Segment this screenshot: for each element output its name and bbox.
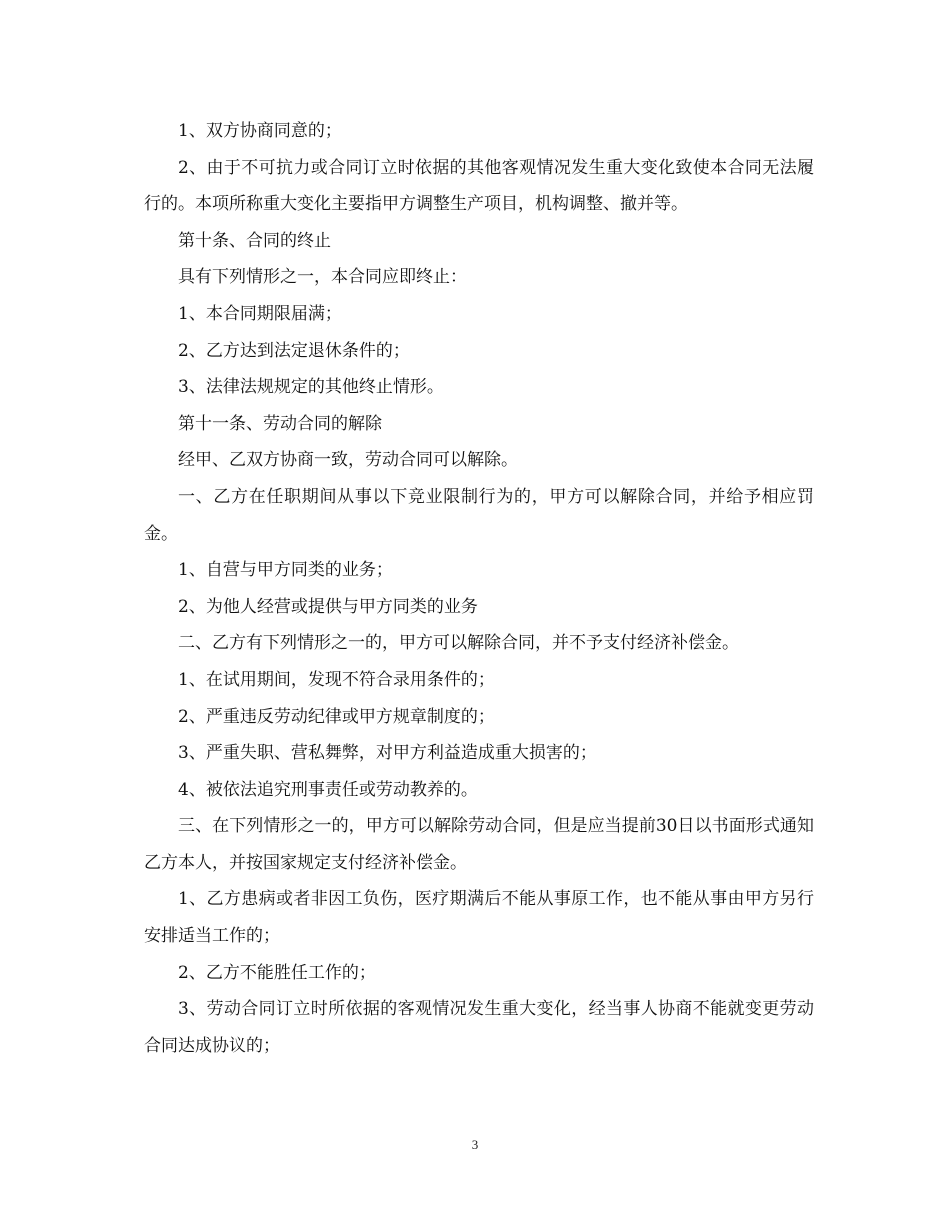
paragraph: 1、本合同期限届满；	[178, 303, 342, 324]
paragraph: 2、严重违反劳动纪律或甲方规章制度的；	[178, 706, 495, 727]
paragraph: 2、为他人经营或提供与甲方同类的业务	[178, 596, 478, 617]
section-heading: 第十一条、劳动合同的解除	[178, 413, 382, 434]
paragraph: 经甲、乙双方协商一致，劳动合同可以解除。	[178, 450, 518, 471]
paragraph: 三、在下列情形之一的，甲方可以解除劳动合同，但是应当提前30日以书面形式通知乙方本人，并按国家规定支付经济补偿金。	[144, 816, 814, 873]
paragraph: 具有下列情形之一，本合同应即终止：	[178, 267, 467, 288]
paragraph: 1、乙方患病或者非因工负伤，医疗期满后不能从事原工作，也不能从事由甲方另行安排适当工作的；	[144, 889, 814, 947]
paragraph: 3、严重失职、营私舞弊，对甲方利益造成重大损害的；	[178, 743, 597, 764]
document-body	[144, 113, 814, 1064]
page-number: 3	[471, 1137, 479, 1152]
paragraph: 1、自营与甲方同类的业务；	[178, 560, 393, 581]
paragraph: 2、乙方达到法定退休条件的；	[178, 340, 410, 361]
paragraph: 1、双方协商同意的；	[178, 121, 342, 141]
paragraph: 1、在试用期间，发现不符合录用条件的；	[178, 669, 495, 690]
paragraph: 3、法律法规规定的其他终止情形。	[178, 377, 444, 398]
paragraph: 2、乙方不能胜任工作的；	[178, 962, 376, 983]
paragraph: 3、劳动合同订立时所依据的客观情况发生重大变化，经当事人协商不能就变更劳动合同达成协议的；	[144, 999, 814, 1056]
paragraph: 二、乙方有下列情形之一的，甲方可以解除合同，并不予支付经济补偿金。	[178, 633, 739, 654]
paragraph: 2、由于不可抗力或合同订立时依据的其他客观情况发生重大变化致使本合同无法履行的。本项所称重大变化主要指甲方调整生产项目，机构调整、撤并等。	[144, 157, 814, 215]
paragraph: 一、乙方在任职期间从事以下竞业限制行为的，甲方可以解除合同，并给予相应罚金。	[144, 486, 814, 544]
paragraph: 4、被依法追究刑事责任或劳动教养的。	[178, 779, 478, 800]
section-heading: 第十条、合同的终止	[178, 230, 331, 251]
